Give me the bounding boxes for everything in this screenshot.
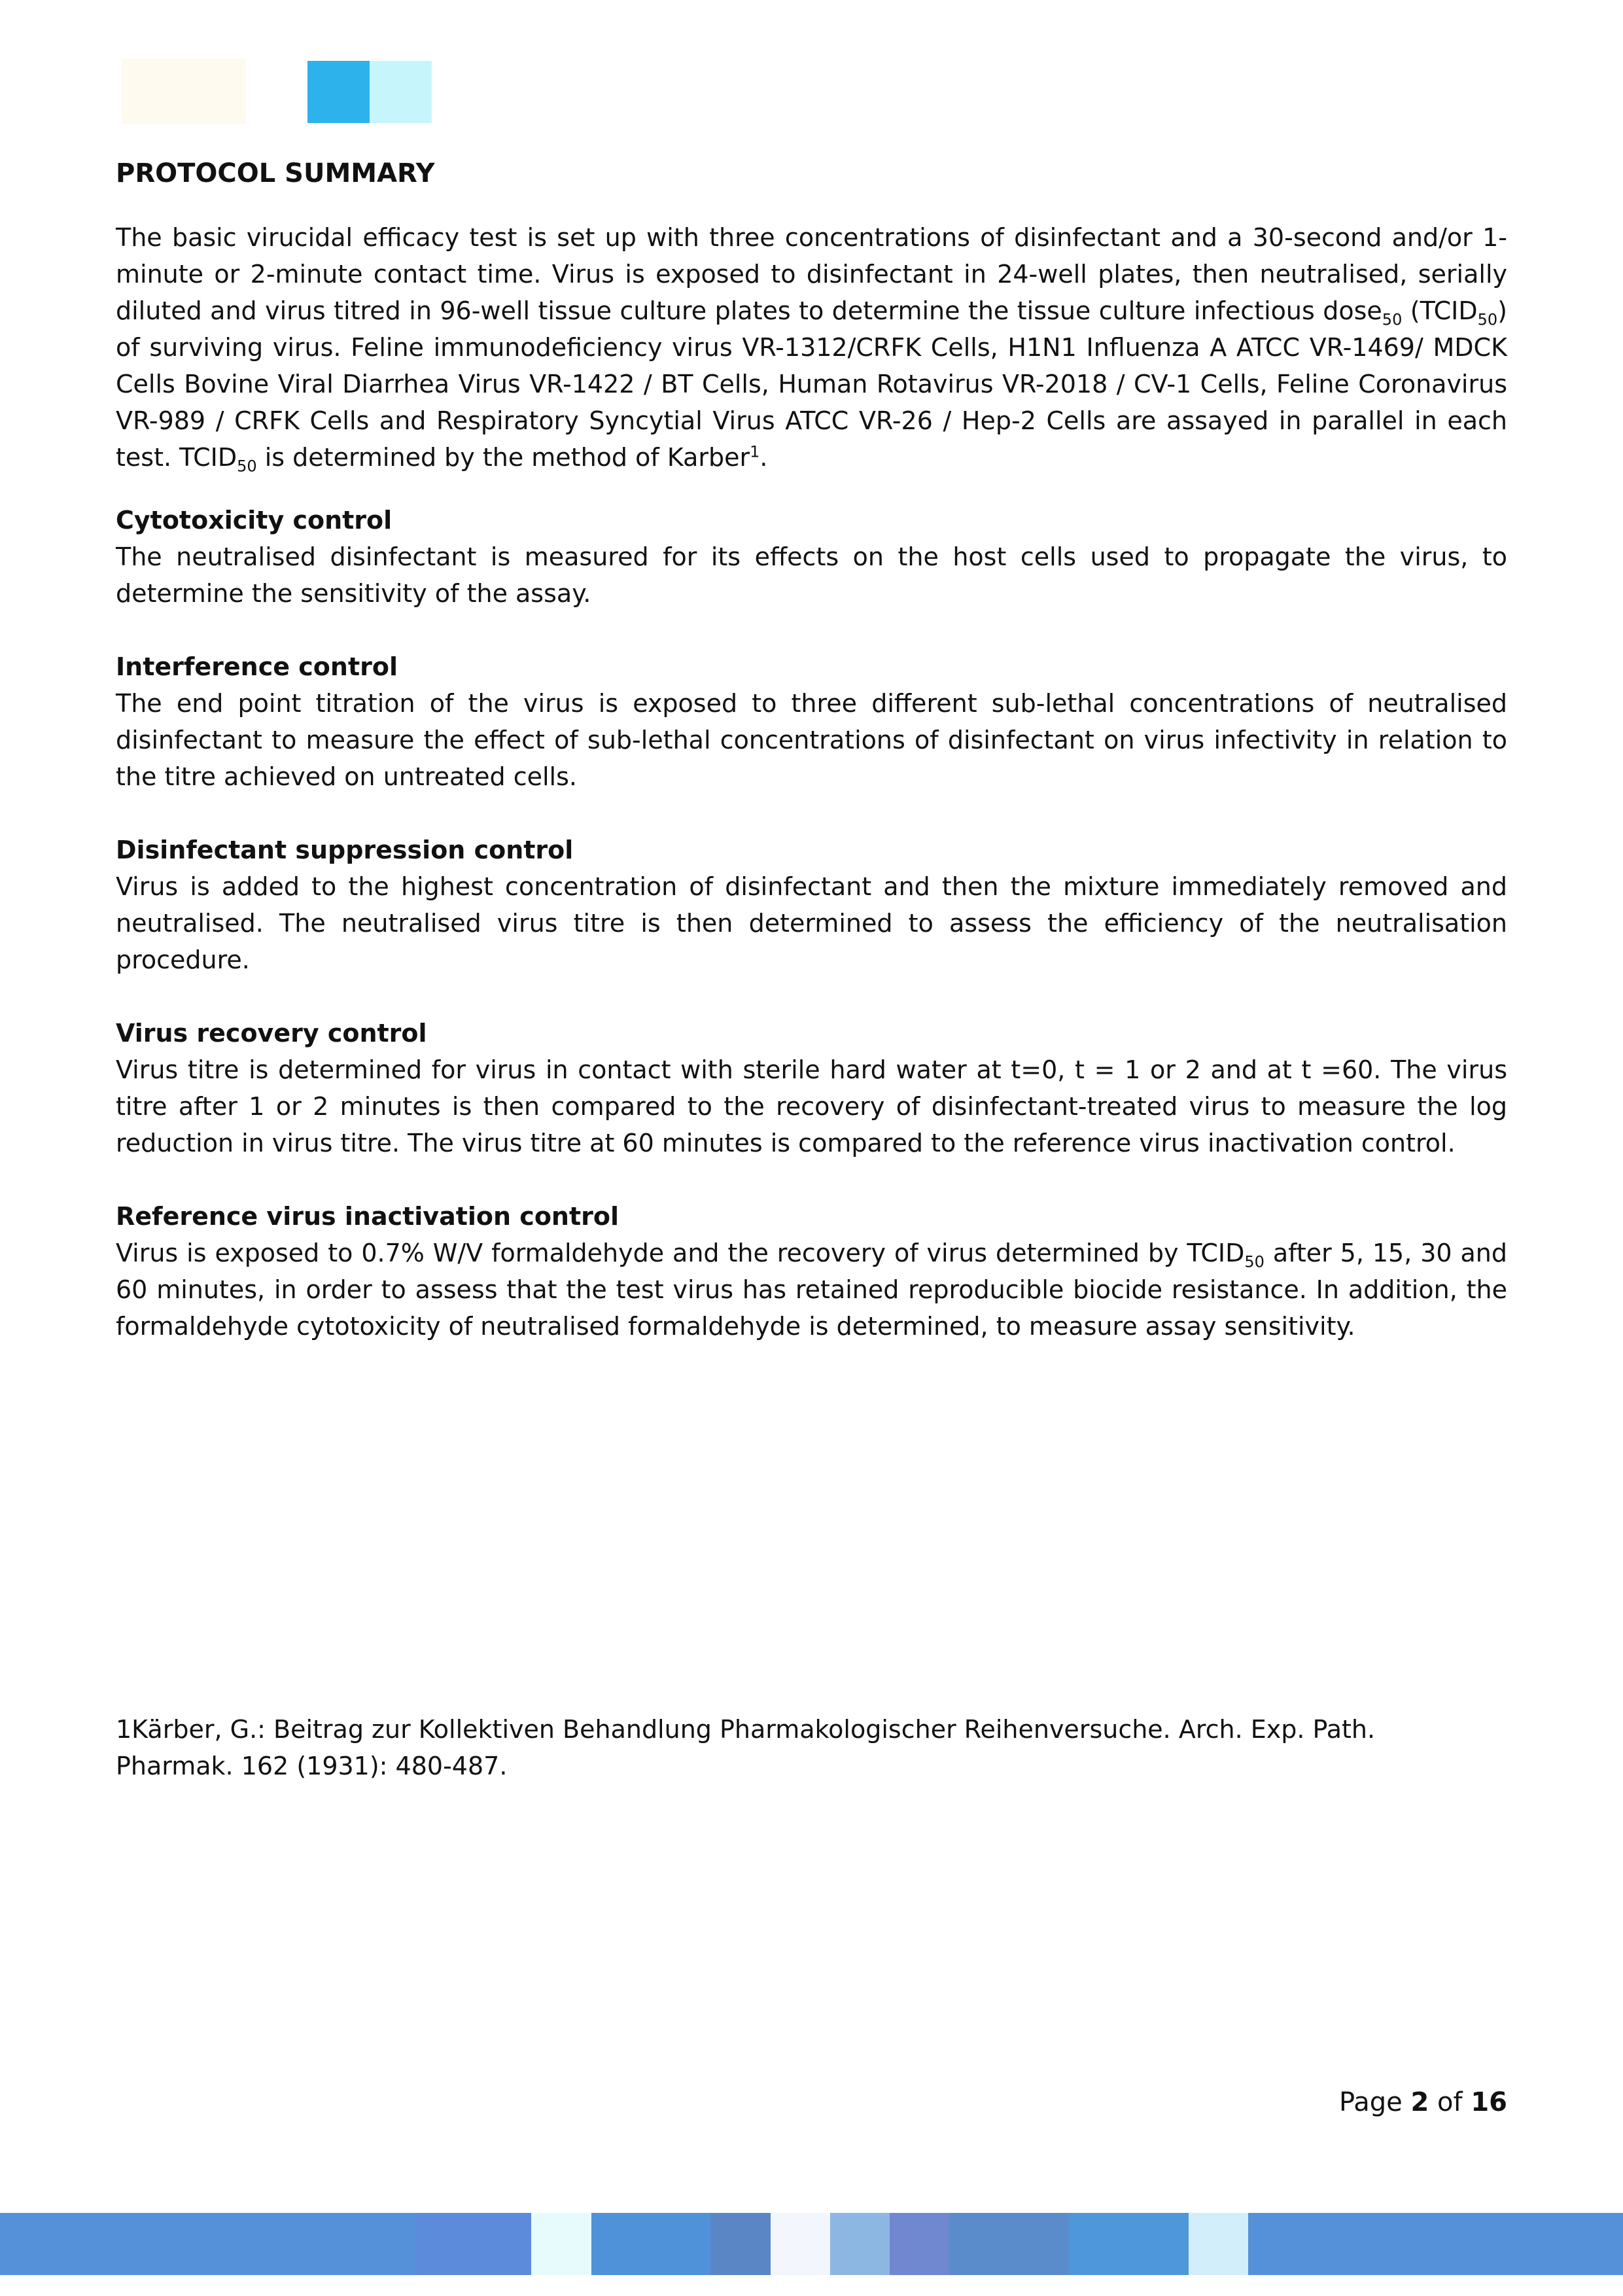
footer-bar-segment	[771, 2213, 830, 2275]
section-body: The end point titration of the virus is exposed to three different sub-lethal concentrations of neutralised disinfectant to measure the effect of sub-lethal concentrations of disinfectant on virus infectivity in relation to the titre achieved on untreated cells.	[116, 689, 1507, 791]
footer-bar-segment	[415, 2213, 531, 2275]
section-heading: Reference virus inactivation control	[116, 1202, 620, 1231]
footer-bar-segment	[1189, 2213, 1248, 2275]
footer-bar-segment	[830, 2213, 890, 2275]
footer-bar-segment	[531, 2213, 591, 2275]
footer-bar-segment	[1248, 2213, 1623, 2275]
section-body: Virus is added to the highest concentration of disinfectant and then the mixture immediately removed and neutralised. The neutralised virus titre is then determined to assess the efficiency of the neutralisation procedure.	[116, 872, 1507, 974]
total-pages: 16	[1471, 2087, 1507, 2117]
document-body	[116, 154, 1507, 1345]
logo-block-blue	[307, 61, 370, 123]
section-body: Virus titre is determined for virus in contact with sterile hard water at t=0, t = 1 or 2 and at t =60. The virus titre after 1 or 2 minutes is then compared to the recovery of disinfectant-treated virus to measure the log reduction in virus titre. The virus titre at 60 minutes is compared to the reference virus inactivation control.	[116, 1055, 1507, 1157]
section-virus-recovery-control	[116, 1015, 1507, 1161]
footer-bar-segment	[1069, 2213, 1189, 2275]
reference-line: 1Kärber, G.: Beitrag zur Kollektiven Behandlung Pharmakologischer Reihenversuche. Arch. Exp. Path.	[116, 1715, 1376, 1744]
page-number: Page 2 of 16	[1338, 2087, 1507, 2117]
footer-bar-segment	[890, 2213, 949, 2275]
footnote-reference	[116, 1711, 1507, 1784]
section-heading: Virus recovery control	[116, 1019, 427, 1048]
section-body: The neutralised disinfectant is measured for its effects on the host cells used to propagate the virus, to determine the sensitivity of the assay.	[116, 542, 1507, 608]
intro-paragraph: The basic virucidal efficacy test is set up with three concentrations of disinfectant and a 30-second and/or 1-minute or 2-minute contact time. Virus is exposed to disinfectant in 24-well plates, then neutralised, serially diluted and virus titred in 96-well tissue culture plates to determine the tissue culture infectious dose$_{50}$ $(TCID_{50})$ of surviving virus. Feline immunodeficiency virus VR-1312/CRFK Cells, H1N1 Influenza A ATCC VR-1469/ MDCK Cells Bovine Viral Diarrhea Virus VR-1422 / BT Cells, Human Rotavirus VR-2018 / CV-1 Cells, Feline Coronavirus VR-989 / CRFK Cells and Respiratory Syncytial Virus ATCC VR-26 / Hep-2 Cells are assayed in parallel in each test. $TCID_{50}$ is determined by the method of Karber$^1$.	[116, 223, 1507, 476]
section-cytotoxicity-control	[116, 502, 1507, 612]
footer-bar-segment	[591, 2213, 711, 2275]
footer-color-bar	[0, 2213, 1623, 2275]
logo-block-cyan	[370, 61, 432, 123]
section-heading: Cytotoxicity control	[116, 506, 393, 535]
section-heading: Interference control	[116, 652, 398, 681]
current-page: 2	[1410, 2087, 1429, 2117]
logo-block-light	[122, 59, 246, 124]
page-title: PROTOCOL SUMMARY	[116, 158, 435, 188]
footer-bar-segment	[949, 2213, 1069, 2275]
footer-bar-segment	[710, 2213, 770, 2275]
reference-line: Pharmak. 162 (1931): 480-487.	[116, 1752, 508, 1780]
footer-bar-segment	[0, 2213, 415, 2275]
section-body: Virus is exposed to 0.7% W/V formaldehyde and the recovery of virus determined by $TCID_{50}$ after 5, 15, 30 and 60 minutes, in order to assess that the test virus has retained reproducible biocide resistance. In addition, the formaldehyde cytotoxicity of neutralised formaldehyde is determined, to measure assay sensitivity.	[116, 1239, 1508, 1341]
section-heading: Disinfectant suppression control	[116, 836, 574, 864]
section-reference-virus-inactivation-control	[116, 1198, 1507, 1345]
section-interference-control	[116, 648, 1507, 795]
section-disinfectant-suppression-control	[116, 832, 1507, 978]
